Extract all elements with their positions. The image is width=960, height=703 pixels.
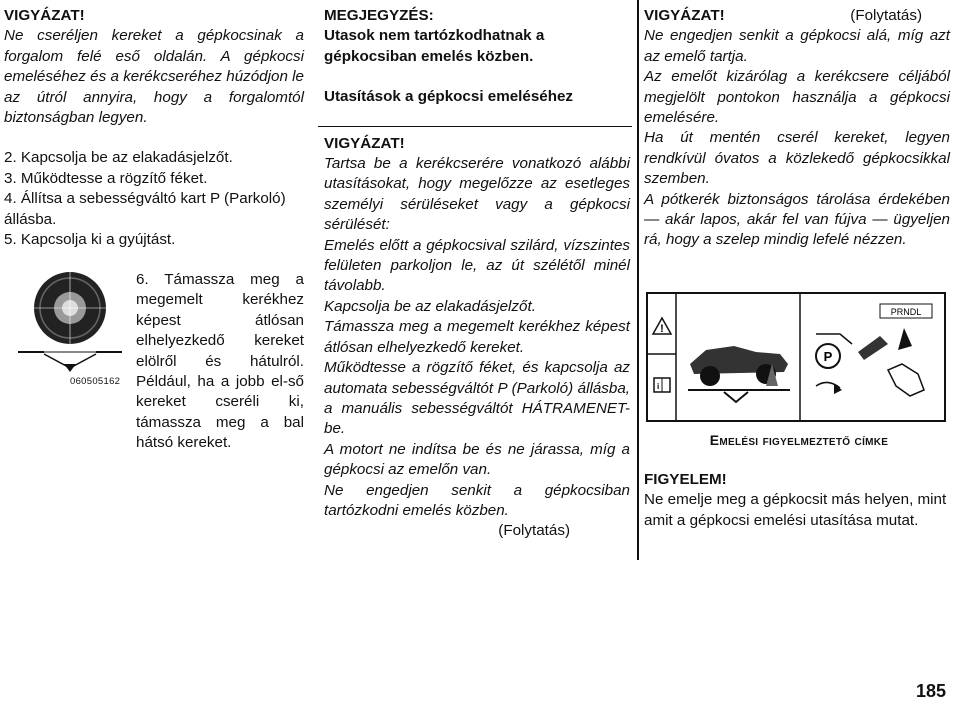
svg-text:P: P (823, 349, 833, 364)
jack-warning-label (646, 292, 946, 422)
warning-paragraph: Ne engedjen senkit a gépkocsiban tartózkodni emelés közben. (324, 481, 630, 519)
warning-paragraph: Az emelőt kizárólag a kerékcsere céljából megjelölt pontokon használja a gépkocsi emelésére. (644, 68, 950, 127)
manual-book-icon (654, 378, 670, 392)
column-middle (324, 6, 630, 542)
warning-title: VIGYÁZAT! (324, 134, 405, 152)
warning-paragraph: Tartsa be a kerékcserére vonatkozó alábbi utasításokat, hogy megelőzze az esetleges személyi sérüléseket vagy a gépkocsi sérülését: (324, 155, 630, 234)
divider (318, 126, 632, 127)
warning-paragraph: Kapcsolja be az elakadásjelzőt. (324, 297, 536, 315)
continued-label: (Folytatás) (498, 522, 570, 540)
step-6-text: 6. Támassza meg a megemelt kerékhez képest átlósan elhelyezkedő kereket elölről és hátulról. Például, ha a jobb el-ső kereket cseréli ki, támassza meg a bal hátsó kereket. (136, 271, 304, 452)
caution-title: FIGYELEM! (644, 471, 727, 488)
label-graphics (648, 294, 944, 420)
step-6 (4, 270, 304, 454)
continued-label: (Folytatás) (850, 7, 922, 24)
step-3: 3. Működtesse a rögzítő féket. (4, 169, 208, 187)
warning-paragraph: Ha út mentén cserél kereket, legyen rendkívül óvatos a közlekedő gépkocsikkal szemben. (644, 129, 950, 188)
caution-text: Ne emelje meg a gépkocsit más helyen, mint amit a gépkocsi emelési utasítása mutat. (644, 491, 947, 529)
svg-text:i: i (657, 382, 660, 391)
warning-paragraph: A pótkerék biztonságos tárolása érdekében — akár lapos, akár fel van fújva — ügyeljen rá, hogy a szelep mindig lefelé nézzen. (644, 190, 950, 249)
warning-triangle-icon (653, 318, 671, 335)
warning-paragraph: Ne engedjen senkit a gépkocsi alá, míg azt az emelő tartja. (644, 27, 950, 65)
step-2: 2. Kapcsolja be az elakadásjelzőt. (4, 149, 233, 167)
caution-block (644, 470, 950, 531)
section-title: Utasítások a gépkocsi emeléséhez (324, 88, 574, 106)
note-title: MEGJEGYZÉS: (324, 7, 434, 24)
prndl-text: PRNDL (890, 307, 922, 317)
label-caption: Emelési figyelmeztető címke (709, 432, 889, 448)
warning-paragraph: Támassza meg a megemelt kerékhez képest átlósan elhelyezkedő kereket. (324, 318, 630, 356)
note-text: Utasok nem tartózkodhatnak a gépkocsiban emelés közben. (324, 27, 545, 65)
car-on-jack-icon (684, 308, 792, 406)
column-right (644, 6, 950, 251)
warning-title: VIGYÁZAT! (644, 7, 725, 24)
warning-text: Ne cseréljen kereket a gépkocsinak a forgalom felé eső oldalán. A gépkocsi emeléséhez és a kerékcseréhez húzódjon le az útról annyira, hogy a forgalomtól biztonságban legyen. (4, 27, 304, 127)
page-number: 185 (915, 681, 946, 701)
park-and-brake-icon (816, 304, 932, 396)
step-4: 4. Állítsa a sebességváltó kart P (Parkoló) állásba. (4, 190, 286, 228)
warning-paragraph: Emelés előtt a gépkocsival szilárd, vízszintes felületen parkoljon le, az út szélétől minél távolabb. (324, 236, 630, 295)
column-left (4, 6, 304, 250)
column-divider (637, 0, 639, 560)
svg-text:!: ! (660, 323, 664, 335)
warning-title: VIGYÁZAT! (4, 7, 85, 24)
figure-code: 060505162 (70, 376, 121, 387)
step-5: 5. Kapcsolja ki a gyújtást. (4, 231, 176, 249)
warning-paragraph: A motort ne indítsa be és ne járassa, míg a gépkocsi az emelőn van. (324, 440, 630, 479)
warning-paragraph: Működtesse a rögzítő féket, és kapcsolja az automata sebességváltót P (Parkoló) állásba, a manuális sebességváltót HÁTRAMENET-be. (324, 359, 630, 438)
